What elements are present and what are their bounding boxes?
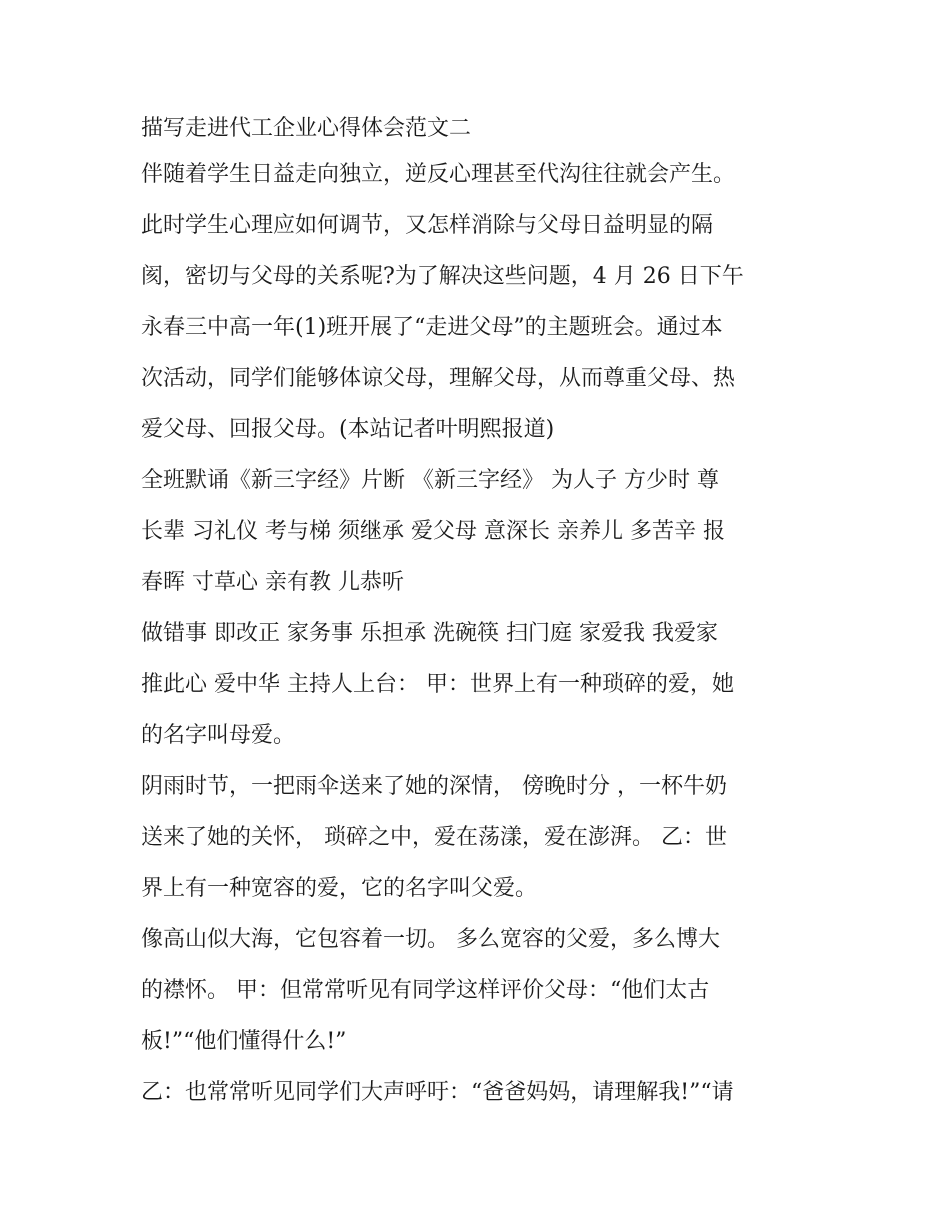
text-line: 阴雨时节，一把雨伞送来了她的深情， 傍晚时分 ，一杯牛奶 — [141, 774, 727, 799]
text-line: 春晖 寸草心 亲有教 儿恭听 — [141, 570, 404, 595]
text-line: 乙：也常常听见同学们大声呼吁：“爸爸妈妈，请理解我!”“请 — [141, 1080, 734, 1105]
text-line: 的名字叫母爱。 — [141, 723, 296, 748]
text-line: 做错事 即改正 家务事 乐担承 洗碗筷 扫门庭 家爱我 我爱家 — [141, 621, 718, 646]
paragraph-mother-love — [141, 761, 821, 914]
text-line: 长辈 习礼仪 考与梯 须继承 爱父母 意深长 亲养儿 多苦辛 报 — [141, 519, 725, 544]
paragraph-intro — [141, 149, 821, 455]
text-line: 全班默诵《新三字经》片断 《新三字经》 为人子 方少时 尊 — [141, 468, 719, 493]
document-title: 描写走进代工企业心得体会范文二 — [141, 116, 472, 141]
text-line: 伴随着学生日益走向独立，逆反心理甚至代沟往往就会产生。 — [141, 162, 736, 187]
paragraph-host-intro — [141, 608, 821, 761]
text-line: 像高山似大海，它包容着一切。 多么宽容的父爱，多么博大 — [141, 927, 720, 952]
text-line: 永春三中高一年(1)班开展了“走进父母”的主题班会。通过本 — [141, 315, 723, 340]
text-line: 此时学生心理应如何调节，又怎样消除与父母日益明显的隔 — [141, 213, 714, 238]
paragraph-father-love — [141, 914, 821, 1067]
text-line: 的襟怀。 甲：但常常听见有同学这样评价父母：“他们太古 — [141, 978, 710, 1003]
document-body — [141, 109, 821, 1118]
text-line: 阂，密切与父母的关系呢?为了解决这些问题，4 月 26 日下午 — [141, 264, 744, 289]
text-line: 次活动，同学们能够体谅父母，理解父母，从而尊重父母、热 — [141, 366, 736, 391]
paragraph-sanzijing — [141, 455, 821, 608]
text-line: 推此心 爱中华 主持人上台： 甲：世界上有一种琐碎的爱，她 — [141, 672, 734, 697]
text-line: 板!”“他们懂得什么!” — [141, 1029, 347, 1054]
text-line: 界上有一种宽容的爱，它的名字叫父爱。 — [141, 876, 538, 901]
text-line: 送来了她的关怀， 琐碎之中，爱在荡漾，爱在澎湃。 乙：世 — [141, 825, 727, 850]
text-line: 爱父母、回报父母。(本站记者叶明熙报道) — [141, 417, 555, 442]
paragraph-appeal — [141, 1067, 821, 1118]
